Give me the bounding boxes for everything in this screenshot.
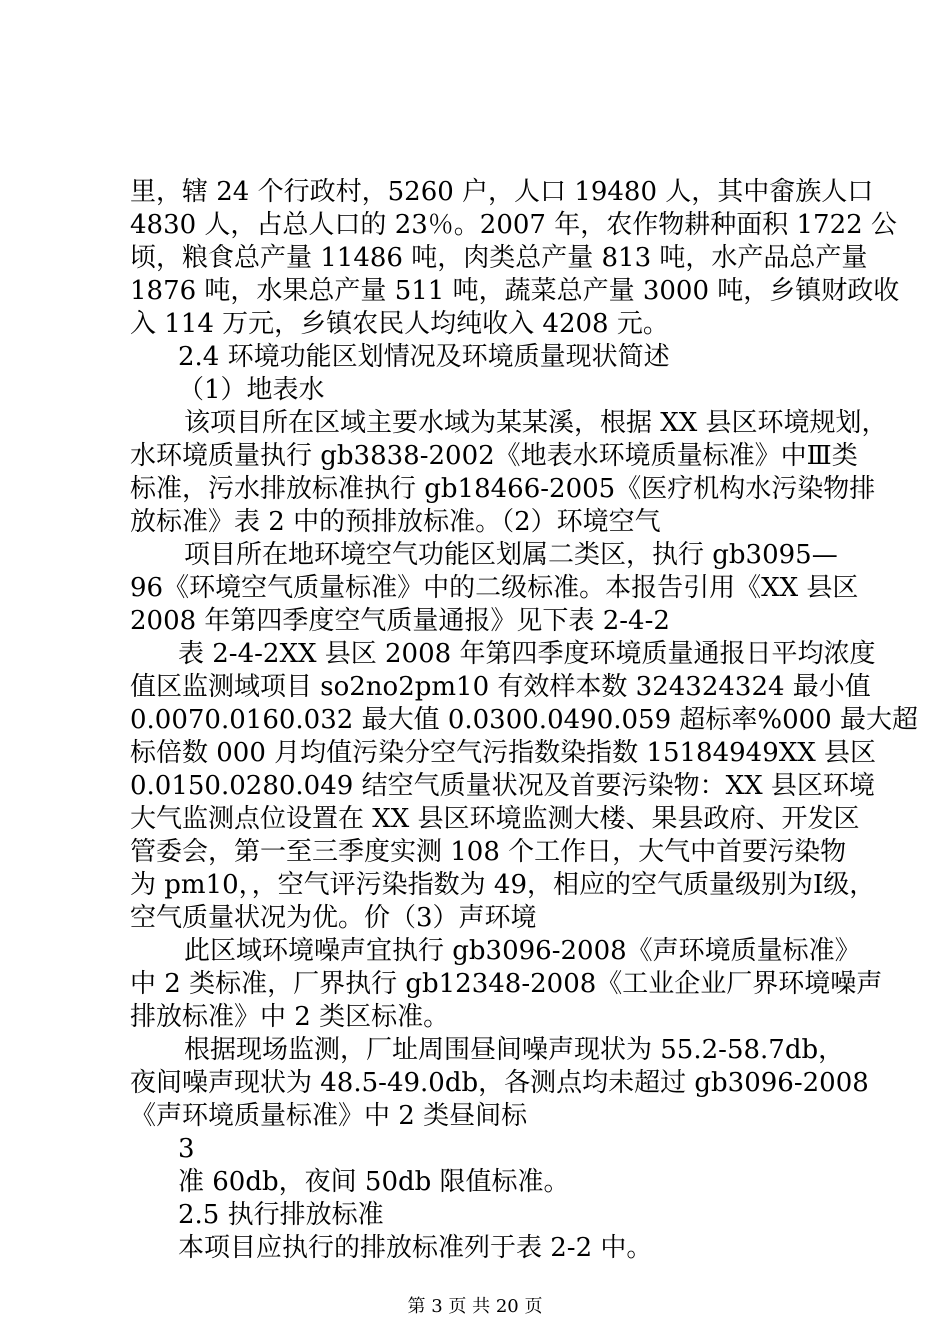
section-heading: 2.5 执行排放标准 (178, 1200, 384, 1230)
section-heading: 2.4 环境功能区划情况及环境质量现状简述 (178, 342, 670, 372)
text-line: 入 114 万元，乡镇农民人均纯收入 4208 元。 (130, 309, 669, 339)
text-line: 0.0150.0280.049 结空气质量状况及首要污染物：XX 县区环境 (130, 771, 875, 801)
text-line: 标倍数 000 月均值污染分空气污指数染指数 15184949XX 县区 (130, 738, 877, 768)
text-line: 顷，粮食总产量 11486 吨，肉类总产量 813 吨，水产品总产量 (130, 243, 868, 273)
text-line: 此区域环境噪声宜执行 gb3096-2008《声环境质量标准》 (184, 936, 861, 966)
subsection-heading: （1）地表水 (178, 375, 325, 405)
text-line: 里，辖 24 个行政村，5260 户，人口 19480 人，其中畲族人口 (130, 177, 874, 207)
text-line: 夜间噪声现状为 48.5-49.0db，各测点均未超过 gb3096-2008 (130, 1068, 869, 1098)
text-line: 《声环境质量标准》中 2 类昼间标 (130, 1101, 528, 1131)
text-line: 4830 人，占总人口的 23％。2007 年，农作物耕种面积 1722 公 (130, 210, 897, 240)
table-caption: 表 2-4-2XX 县区 2008 年第四季度环境质量通报日平均浓度 (178, 639, 876, 669)
text-line: 空气质量状况为优。价（3）声环境 (130, 903, 537, 933)
text-line: 0.0070.0160.032 最大值 0.0300.0490.059 超标率%000 最大超 (130, 705, 918, 735)
text-line: 为 pm10，，空气评污染指数为 49，相应的空气质量级别为Ⅰ级， (130, 870, 876, 900)
text-line: 排放标准》中 2 类区标准。 (130, 1002, 450, 1032)
text-line: 1876 吨，水果总产量 511 吨，蔬菜总产量 3000 吨，乡镇财政收 (130, 276, 900, 306)
text-line: 本项目应执行的排放标准列于表 2-2 中。 (178, 1233, 653, 1263)
text-line: 值区监测域项目 so2no2pm10 有效样本数 324324324 最小值 (130, 672, 871, 702)
page-number-inline: 3 (178, 1134, 195, 1164)
text-line: 大气监测点位设置在 XX 县区环境监测大楼、果县政府、开发区 (130, 804, 860, 834)
text-line: 中 2 类标准，厂界执行 gb12348-2008《工业企业厂界环境噪声 (130, 969, 883, 999)
page-footer: 第 3 页 共 20 页 (407, 1296, 543, 1317)
text-line: 准 60db，夜间 50db 限值标准。 (178, 1167, 570, 1197)
text-line: 标准，污水排放标准执行 gb18466-2005《医疗机构水污染物排 (130, 474, 876, 504)
text-line: 管委会，第一至三季度实测 108 个工作日，大气中首要污染物 (130, 837, 847, 867)
text-line: 根据现场监测，厂址周围昼间噪声现状为 55.2-58.7db， (184, 1035, 845, 1065)
text-line: 放标准》表 2 中的预排放标准。（2）环境空气 (130, 507, 661, 537)
text-line: 项目所在地环境空气功能区划属二类区，执行 gb3095— (184, 540, 838, 570)
text-line: 2008 年第四季度空气质量通报》见下表 2-4-2 (130, 606, 670, 636)
text-line: 水环境质量执行 gb3838-2002《地表水环境质量标准》中Ⅲ类 (130, 441, 858, 471)
text-line: 该项目所在区域主要水域为某某溪，根据 XX 县区环境规划， (184, 408, 888, 438)
text-line: 96《环境空气质量标准》中的二级标准。本报告引用《XX 县区 (130, 573, 859, 603)
